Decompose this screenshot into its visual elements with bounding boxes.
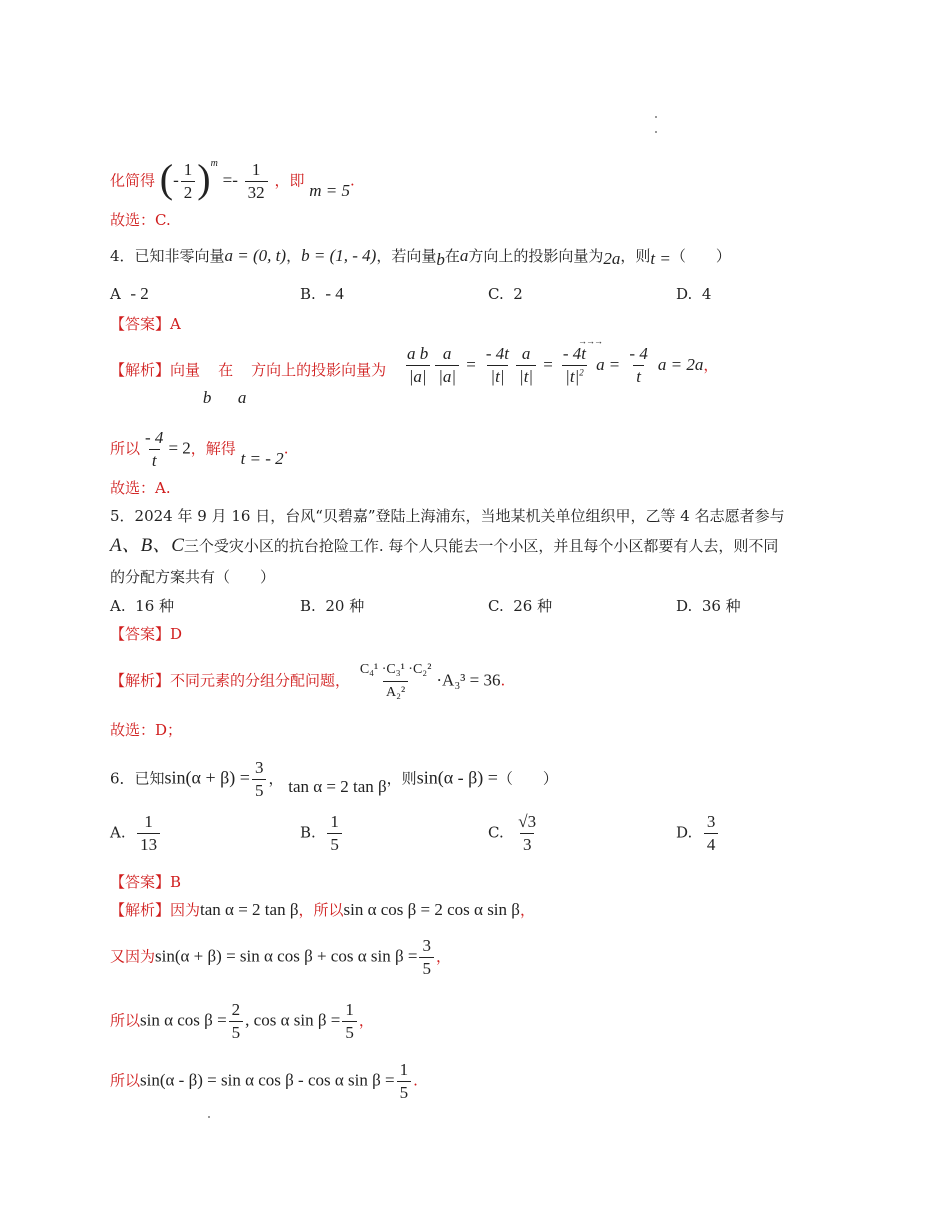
q6-condition-1: sin(α + β) = bbox=[164, 767, 250, 788]
simplify-text: 化简得 bbox=[110, 171, 156, 190]
comma: ， bbox=[435, 947, 451, 966]
q6-target: sin(α - β) = bbox=[416, 767, 498, 788]
option-label: B. bbox=[300, 823, 316, 842]
option-fraction: $\frac{3}{4}$ bbox=[704, 812, 719, 855]
q4-b-symbol: b bbox=[202, 388, 212, 407]
analysis-text: 向量 bbox=[170, 361, 201, 379]
q6-option-a[interactable] bbox=[110, 812, 162, 855]
rhs-fraction: $\frac{1}{32}$ bbox=[245, 160, 268, 203]
comma: ， bbox=[268, 769, 284, 788]
q4-vector-a: a = (0, t) bbox=[224, 246, 287, 265]
q4-stem bbox=[110, 246, 731, 269]
stray-mark bbox=[208, 1116, 210, 1118]
q4-answer: 【答案】A bbox=[110, 315, 181, 333]
period: . bbox=[500, 671, 506, 690]
period: . bbox=[350, 171, 355, 190]
q4-analysis bbox=[110, 360, 387, 407]
analysis-label: 【解析】 bbox=[110, 671, 171, 690]
separator: ，即 bbox=[274, 171, 305, 190]
q4-stem-text: 方向上的投影向量为 bbox=[468, 247, 604, 265]
q5-analysis bbox=[110, 660, 505, 703]
equals: = bbox=[609, 355, 620, 374]
sum-formula: sin(α + β) = sin α cos β + cos α sin β = bbox=[155, 946, 418, 966]
period: . bbox=[283, 439, 289, 458]
q4-b: b bbox=[436, 250, 445, 269]
fraction: $\frac{2}{5}$ bbox=[229, 1000, 244, 1043]
q4-option-a[interactable] bbox=[110, 284, 149, 304]
vector-arrows: →→→ bbox=[578, 336, 602, 346]
q4-option-c[interactable] bbox=[488, 284, 523, 304]
option-label: A bbox=[110, 285, 121, 303]
q4-result: t = - 2 bbox=[240, 448, 284, 468]
base-fraction: $\frac{1}{2}$ bbox=[181, 160, 196, 203]
analysis-text: ，解得 bbox=[190, 439, 236, 458]
option-label: A. bbox=[110, 597, 126, 615]
q4-paren: （ ） bbox=[670, 247, 731, 265]
option-value: - 2 bbox=[130, 284, 149, 303]
analysis-text: 所以 bbox=[110, 439, 141, 458]
q4-a: a bbox=[459, 246, 469, 265]
option-value: 26 种 bbox=[513, 597, 553, 615]
simplify-line bbox=[110, 155, 355, 203]
option-value: 20 种 bbox=[325, 597, 365, 615]
q6-answer: 【答案】B bbox=[110, 873, 182, 891]
q6-stem-text: 6．已知 bbox=[110, 769, 165, 788]
analysis-text: 在 bbox=[218, 361, 234, 379]
fraction: $\frac{3}{5}$ bbox=[419, 936, 434, 979]
q4-option-b[interactable] bbox=[300, 284, 344, 304]
derived-equation: sin α cos β = 2 cos α sin β bbox=[343, 900, 520, 919]
analysis-text: 不同元素的分组分配问题， bbox=[170, 671, 351, 690]
fraction: $\frac{- 4}{t}$ bbox=[145, 428, 164, 470]
comma: ， bbox=[519, 901, 535, 919]
product-2: , cos α sin β = bbox=[245, 1010, 341, 1030]
q4-stem-text: 在 bbox=[444, 247, 460, 265]
q6-paren: （ ） bbox=[497, 769, 558, 788]
option-label: A. bbox=[110, 823, 126, 842]
right-paren: ) bbox=[197, 155, 211, 201]
option-label: B. bbox=[300, 597, 316, 615]
comma: ， bbox=[358, 1011, 374, 1030]
q4-t: t = bbox=[650, 249, 671, 268]
option-label: D. bbox=[676, 285, 693, 303]
q6-option-b[interactable] bbox=[300, 812, 344, 855]
option-label: C. bbox=[488, 823, 504, 842]
product-1: sin α cos β = bbox=[140, 1010, 227, 1030]
q4-solve-line bbox=[110, 428, 288, 471]
option-label: C. bbox=[488, 597, 504, 615]
q5-stem-line1: 5．2024 年 9 月 16 日，台风“贝碧嘉”登陆上海浦东，当地某机关单位组织甲，乙等 4 名志愿者参与 bbox=[110, 507, 785, 525]
previous-choice: 故选：C. bbox=[110, 211, 171, 229]
q5-choice: 故选：D； bbox=[110, 721, 183, 739]
q6-option-c[interactable] bbox=[488, 812, 541, 855]
option-value: 16 种 bbox=[135, 597, 175, 615]
equals: = bbox=[466, 355, 476, 374]
q5-stem-line3: 的分配方案共有（ ） bbox=[110, 568, 276, 586]
combination-fraction: $\frac{\text{C₄¹ ·C₃¹ ·C₂²}}{\text{A₂²}}$ bbox=[357, 660, 435, 703]
q5-option-a[interactable] bbox=[110, 596, 174, 616]
period: . bbox=[413, 1071, 418, 1090]
fraction: $\frac{\text{a b}}{|a|}$ bbox=[407, 344, 429, 386]
analysis-text: ，所以 bbox=[298, 901, 344, 919]
analysis-text: 因为 bbox=[170, 901, 201, 919]
given-equation: tan α = 2 tan β bbox=[200, 900, 299, 919]
q4-stem-text: 4．已知非零向量 bbox=[110, 247, 225, 265]
q6-option-d[interactable] bbox=[676, 812, 720, 855]
q4-stem-text: ，若向量 bbox=[376, 247, 437, 265]
fraction: $\frac{- 4t}{|t|^2}$ bbox=[562, 344, 587, 386]
q4-projection: 2a bbox=[603, 249, 621, 268]
option-fraction: $\frac{1}{5}$ bbox=[327, 812, 342, 855]
q4-stem-text: ，则 bbox=[620, 247, 651, 265]
option-fraction: $\frac{1}{13}$ bbox=[137, 812, 160, 855]
fraction: $\frac{a}{|t|}$ bbox=[516, 344, 536, 387]
exponent: m bbox=[210, 157, 218, 169]
fraction: $\frac{- 4t}{|t|}$ bbox=[485, 344, 510, 386]
combination-result: ·A₃³ = 36 bbox=[436, 670, 501, 690]
analysis-text: 又因为 bbox=[110, 947, 156, 966]
q5-abc: A、B、C bbox=[110, 535, 184, 556]
comma: ， bbox=[286, 247, 302, 265]
option-label: B. bbox=[300, 285, 316, 303]
analysis-label: 【解析】 bbox=[110, 361, 171, 379]
fraction: $\frac{1}{5}$ bbox=[397, 1060, 412, 1103]
q4-projection-formula bbox=[402, 344, 718, 387]
fraction: $\frac{1}{5}$ bbox=[342, 1000, 357, 1043]
vector-a: a bbox=[596, 355, 605, 374]
left-paren: ( bbox=[159, 155, 174, 201]
q6-analysis-line2 bbox=[110, 936, 451, 979]
q5-option-b[interactable] bbox=[300, 596, 364, 616]
analysis-label: 【解析】 bbox=[110, 901, 171, 919]
q5-answer: 【答案】D bbox=[110, 625, 183, 643]
q4-vector-b: b = (1, - 4) bbox=[301, 246, 377, 265]
q4-choice: 故选：A. bbox=[110, 479, 171, 497]
fraction: $\frac{a}{|a|}$ bbox=[435, 344, 459, 387]
option-value: 2 bbox=[513, 285, 523, 303]
option-label: D. bbox=[676, 823, 693, 842]
base-sign: - bbox=[173, 170, 179, 190]
q4-a-symbol: a bbox=[237, 388, 247, 407]
q6-stem bbox=[110, 758, 558, 801]
q6-analysis-line3 bbox=[110, 1000, 374, 1043]
option-value: 4 bbox=[701, 285, 712, 303]
q5-stem-text: 三个受灾小区的抗台抢险工作. 每个人只能去一个小区，并且每个小区都要有人去，则不同 bbox=[183, 537, 779, 555]
option-value: - 4 bbox=[325, 284, 344, 303]
option-fraction: $\frac{√3}{3}$ bbox=[518, 812, 537, 854]
result-expression: m = 5 bbox=[309, 180, 350, 200]
option-label: D. bbox=[676, 597, 693, 615]
analysis-text: 方向上的投影向量为 bbox=[251, 361, 387, 379]
q5-option-d[interactable] bbox=[676, 596, 741, 616]
equation: = 2 bbox=[168, 438, 191, 458]
analysis-text: 所以 bbox=[110, 1071, 141, 1090]
q5-option-c[interactable] bbox=[488, 596, 552, 616]
fraction: $\frac{- 4}{t}$ bbox=[629, 344, 648, 386]
option-label: C. bbox=[488, 285, 504, 303]
q6-condition-2: tan α = 2 tan β bbox=[288, 776, 387, 796]
fraction: $\frac{3}{5}$ bbox=[252, 758, 267, 801]
q6-analysis-line1 bbox=[110, 900, 535, 920]
q5-stem-line2 bbox=[110, 536, 778, 556]
analysis-text: 所以 bbox=[110, 1011, 141, 1030]
stray-mark bbox=[655, 116, 657, 118]
equals-sign: =- bbox=[222, 170, 238, 190]
difference-formula: sin(α - β) = sin α cos β - cos α sin β = bbox=[140, 1070, 395, 1090]
q6-stem-text: ，则 bbox=[386, 769, 417, 788]
q6-analysis-line4 bbox=[110, 1060, 418, 1103]
comma: ， bbox=[703, 356, 719, 374]
option-value: 36 种 bbox=[701, 597, 741, 615]
projection-result: a = 2a bbox=[657, 355, 704, 374]
equals: = bbox=[543, 355, 553, 374]
q4-option-d[interactable] bbox=[676, 284, 711, 304]
stray-mark bbox=[655, 131, 657, 133]
